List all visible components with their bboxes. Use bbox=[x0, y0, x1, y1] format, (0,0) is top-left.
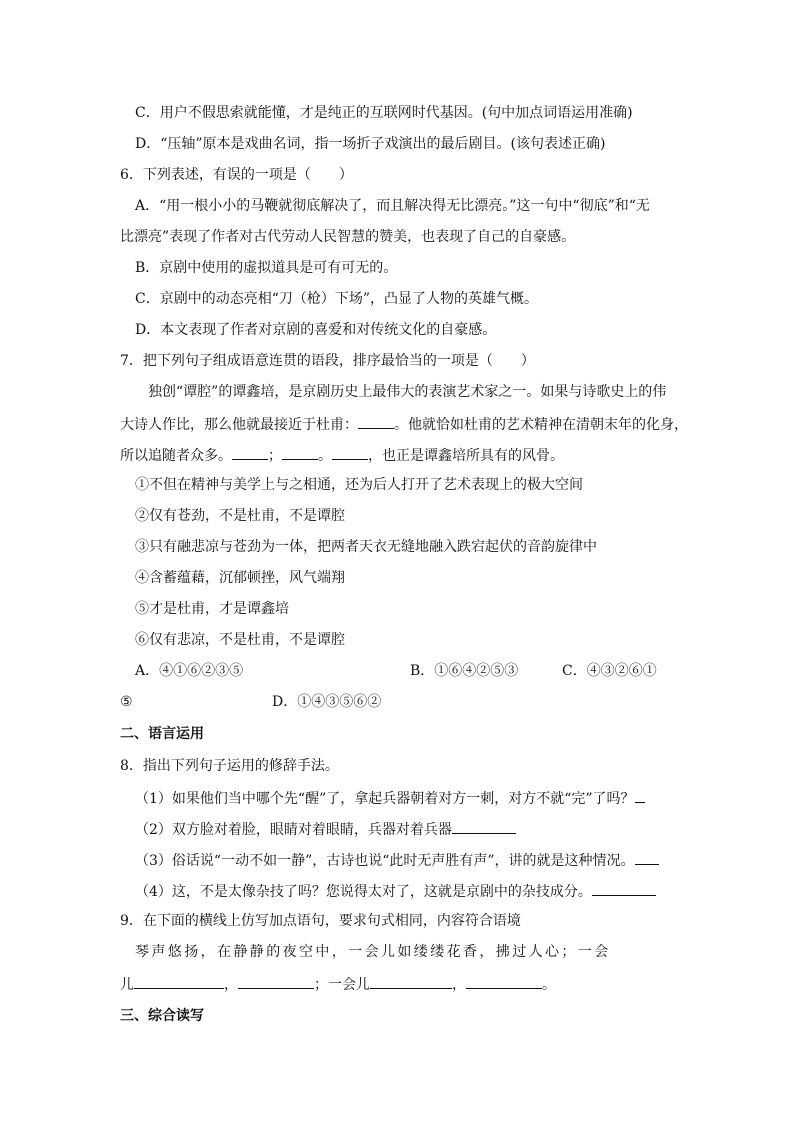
q8-sentence-3 bbox=[135, 849, 659, 869]
q9-blank-3[interactable] bbox=[370, 973, 452, 989]
q7-option-a: A．④①⑥②③⑤ bbox=[135, 663, 244, 679]
q9-line-2-text-b: ， bbox=[224, 977, 238, 993]
q6-option-c: C．京剧中的动态亮相“刀（枪）下场”，凸显了人物的英雄气概。 bbox=[135, 291, 539, 307]
q7-option-d: D．①④③⑤⑥② bbox=[272, 694, 382, 710]
q7-item-6: ⑥仅有悲凉，不是杜甫，不是谭腔 bbox=[135, 632, 345, 648]
q7-option-b: B．①⑥④②⑤③ bbox=[410, 663, 519, 679]
q7-passage-line3 bbox=[120, 444, 564, 464]
q8-stem: 8．指出下列句子运用的修辞手法。 bbox=[120, 758, 339, 774]
q8-sentence-4 bbox=[135, 880, 656, 900]
q9-line-2-text-e: 。 bbox=[542, 977, 556, 993]
q7-item-3: ③只有融悲凉与苍劲为一体，把两者天衣无缝地融入跌宕起伏的音韵旋律中 bbox=[135, 539, 597, 555]
q7-option-c: C．④③②⑥① bbox=[562, 663, 657, 679]
q7-passage-line3-text-b: ； bbox=[268, 448, 282, 464]
q7-passage-line2-text-a: 大诗人作比，那么他就最接近于杜甫： bbox=[120, 417, 358, 433]
q5-option-d: D．“压轴”原本是戏曲名词，指一场折子戏演出的最后剧目。(该句表述正确) bbox=[135, 136, 606, 152]
q9-blank-4[interactable] bbox=[466, 973, 542, 989]
q8-sentence-3-text: （3）俗话说“一动不如一静”，古诗也说“此时无声胜有声”，讲的就是这种情况。 bbox=[135, 853, 635, 869]
q6-option-a-line2: 比漂亮”表现了作者对古代劳动人民智慧的赞美，也表现了自己的自豪感。 bbox=[120, 229, 576, 245]
q7-passage-line3-text-c: 。 bbox=[318, 448, 332, 464]
q9-blank-2[interactable] bbox=[238, 973, 314, 989]
q6-option-d: D．本文表现了作者对京剧的喜爱和对传统文化的自豪感。 bbox=[135, 322, 497, 338]
q5-option-c: C．用户不假思索就能懂，才是纯正的互联网时代基因。(句中加点词语运用准确) bbox=[135, 105, 633, 121]
q9-line-1: 琴声悠扬，在静静的夜空中，一会儿如缕缕花香，拂过人心；一会 bbox=[135, 944, 611, 960]
q7-item-1: ①不但在精神与美学上与之相通，还为后人打开了艺术表现上的极大空间 bbox=[135, 477, 583, 493]
q7-passage-line3-text-a: 所以追随者众多。 bbox=[120, 448, 232, 464]
q7-blank-4[interactable] bbox=[332, 444, 368, 460]
q7-stem: 7．把下列句子组成语意连贯的语段，排序最恰当的一项是（ ） bbox=[120, 353, 535, 369]
q7-passage-line2 bbox=[120, 413, 688, 433]
q9-blank-1[interactable] bbox=[134, 973, 224, 989]
q9-line-2-text-c: ；一会儿 bbox=[314, 977, 370, 993]
q8-answer-blank-1[interactable] bbox=[635, 787, 645, 803]
q8-sentence-1-text: （1）如果他们当中哪个先“醒”了，拿起兵器朝着对方一刺，对方不就“完”了吗？ bbox=[135, 791, 635, 807]
q7-blank-1[interactable] bbox=[358, 413, 394, 429]
q7-passage-line2-text-b: 。他就恰如杜甫的艺术精神在清朝末年的化身， bbox=[394, 417, 688, 433]
q9-line-2-text-d: ， bbox=[452, 977, 466, 993]
q6-option-a-line1: A．“用一根小小的马鞭就彻底解决了，而且解决得无比漂亮。”这一句中“彻底”和“无 bbox=[135, 198, 650, 214]
q9-line-2 bbox=[120, 973, 556, 993]
q7-option-c-wrap: ⑤ bbox=[120, 694, 133, 710]
section-heading-3: 三、综合读写 bbox=[120, 1008, 204, 1024]
q9-stem: 9．在下面的横线上仿写加点语句，要求句式相同，内容符合语境 bbox=[120, 913, 521, 929]
q8-sentence-4-text: （4）这，不是太像杂技了吗？您说得太对了，这就是京剧中的杂技成分。 bbox=[135, 884, 592, 900]
q8-answer-blank-3[interactable] bbox=[635, 849, 659, 865]
q9-line-2-text-a: 儿 bbox=[120, 977, 134, 993]
q7-item-2: ②仅有苍劲，不是杜甫，不是谭腔 bbox=[135, 508, 345, 524]
q8-answer-blank-4[interactable] bbox=[592, 880, 656, 896]
q8-answer-blank-2[interactable] bbox=[452, 818, 516, 834]
q8-sentence-1 bbox=[135, 787, 645, 807]
q7-passage-line1: 独创“谭腔”的谭鑫培，是京剧历史上最伟大的表演艺术家之一。如果与诗歌史上的伟 bbox=[148, 384, 667, 400]
q7-item-5: ⑤才是杜甫，才是谭鑫培 bbox=[135, 601, 289, 617]
q7-passage-line3-text-d: ，也正是谭鑫培所具有的风骨。 bbox=[368, 448, 564, 464]
q8-sentence-2 bbox=[135, 818, 516, 838]
q7-blank-2[interactable] bbox=[232, 444, 268, 460]
q6-stem: 6．下列表述，有误的一项是（ ） bbox=[120, 167, 353, 183]
section-heading-2: 二、语言运用 bbox=[120, 726, 204, 742]
q7-item-4: ④含蓄蕴藉，沉郁顿挫，风气端翔 bbox=[135, 570, 345, 586]
q7-blank-3[interactable] bbox=[282, 444, 318, 460]
q8-sentence-2-text: （2）双方脸对着脸，眼睛对着眼睛，兵器对着兵器 bbox=[135, 822, 452, 838]
q6-option-b: B．京剧中使用的虚拟道具是可有可无的。 bbox=[135, 260, 398, 276]
